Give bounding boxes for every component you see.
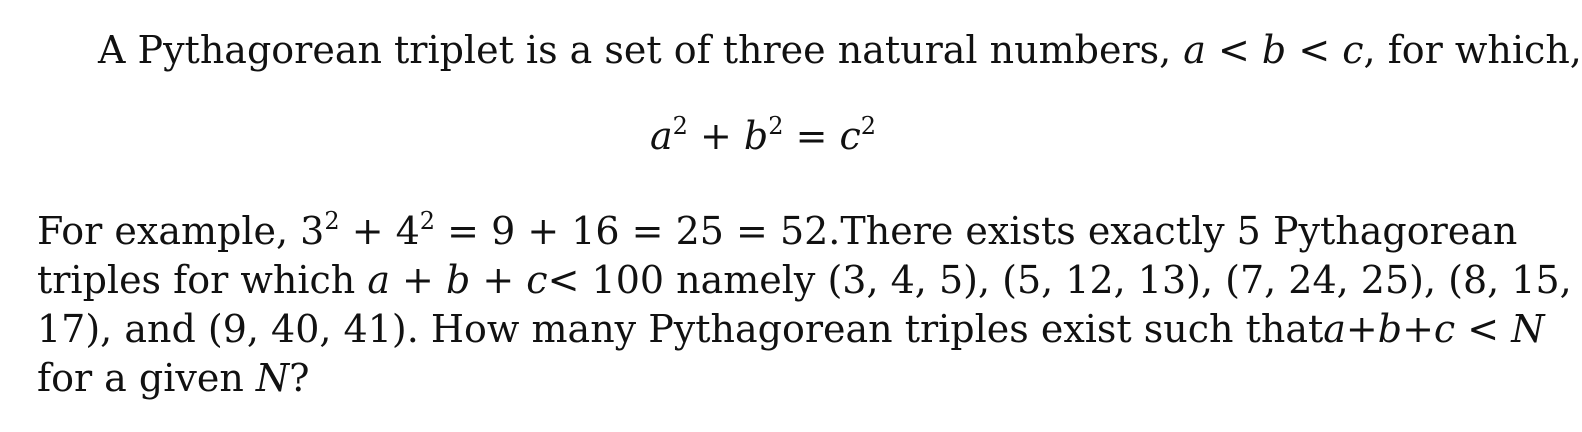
- eq-b: b: [743, 114, 769, 158]
- paragraph-line-3: [37, 305, 1545, 353]
- pythagorean-equation: [0, 112, 1526, 160]
- l3-var-c: c: [1433, 307, 1456, 351]
- exists-text: There exists exactly 5 Pythagorean: [840, 209, 1518, 253]
- l2-plus-2: +: [470, 258, 527, 302]
- question-mark: ?: [289, 356, 310, 400]
- eq-c: c: [839, 114, 861, 158]
- intro-text-1: A Pythagorean triplet is a set of three natural numbers,: [98, 28, 1184, 72]
- paragraph-line-2: [37, 256, 1572, 304]
- triples-condition: [37, 256, 548, 304]
- l3-less-than: <: [1455, 307, 1512, 351]
- eq-exp-b: 2: [768, 112, 784, 140]
- intro-text-2: , for which,: [1363, 28, 1582, 72]
- eq-exp-a: 2: [672, 112, 688, 140]
- eq-equals: =: [783, 114, 840, 158]
- l3-var-b: b: [1377, 307, 1403, 351]
- example-text-2: + 4: [339, 209, 420, 253]
- triples-text: triples for which: [37, 258, 368, 302]
- var-c: c: [1342, 28, 1364, 72]
- paragraph-line-4: [37, 354, 1459, 402]
- eq-exp-c: 2: [860, 112, 877, 140]
- var-b: b: [1261, 28, 1287, 72]
- l2-var-a: a: [367, 258, 390, 302]
- question-condition: [1323, 305, 1544, 353]
- less-than-2: <: [1286, 28, 1343, 72]
- less-than-1: <: [1205, 28, 1262, 72]
- given-text: for a given: [37, 356, 256, 400]
- intro-sentence: [98, 26, 1582, 74]
- example-text-1: For example, 3: [37, 209, 325, 253]
- example-equation: [37, 207, 840, 255]
- l2-var-c: c: [526, 258, 548, 302]
- l3-var-a: a: [1323, 307, 1346, 351]
- eq-a: a: [649, 114, 673, 158]
- l2-plus-1: +: [389, 258, 446, 302]
- example-exp-2: 2: [419, 207, 436, 235]
- l4-var-n: N: [255, 356, 290, 400]
- l3-var-n: N: [1511, 307, 1545, 351]
- eq-plus: +: [687, 114, 744, 158]
- l3-plus-2: +: [1402, 307, 1434, 351]
- triples-list: < 100 namely (3, 4, 5), (5, 12, 13), (7, 24, 25), (8, 15,: [547, 258, 1572, 302]
- var-a: a: [1183, 28, 1206, 72]
- l3-plus-1: +: [1345, 307, 1378, 351]
- example-text-3: = 9 + 16 = 25 = 52.: [435, 209, 841, 253]
- l2-var-b: b: [445, 258, 471, 302]
- example-exp-1: 2: [324, 207, 340, 235]
- question-text: 17), and (9, 40, 41). How many Pythagorean triples exist such that: [37, 307, 1324, 351]
- paragraph-line-1: [37, 207, 1518, 255]
